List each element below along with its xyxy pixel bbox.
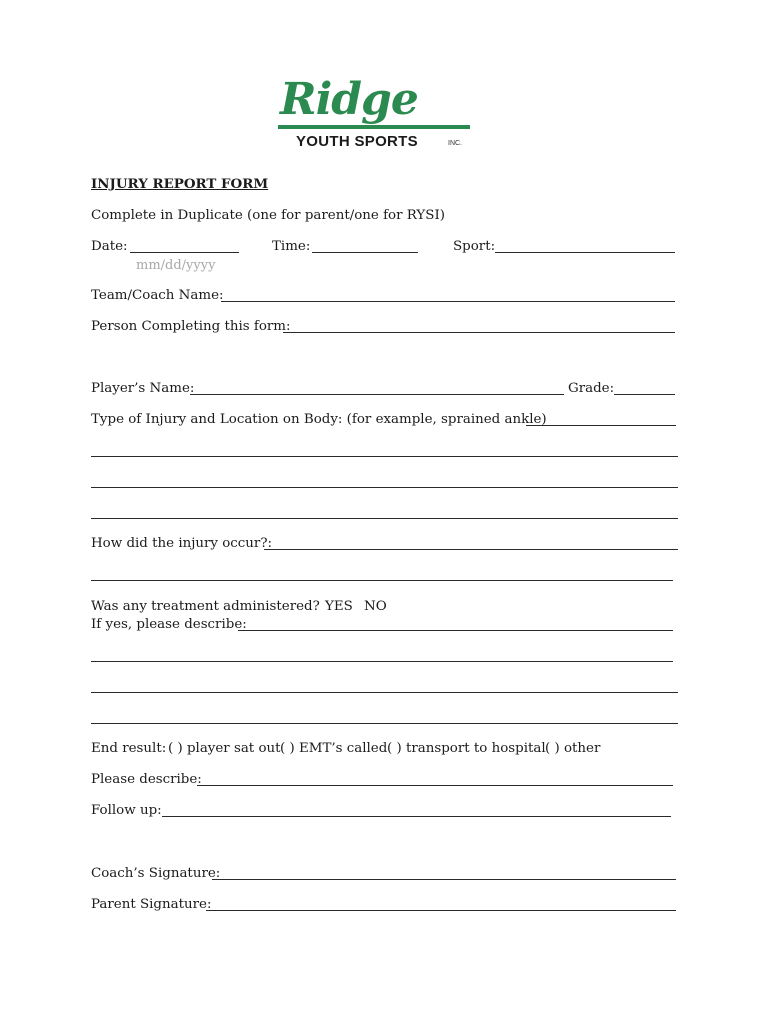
injury-type-label: Type of Injury and Location on Body: (for example, sprained ankle) xyxy=(91,412,547,427)
treatment-no-option[interactable]: NO xyxy=(364,599,387,614)
injury-type-line[interactable] xyxy=(91,456,678,457)
sport-label: Sport: xyxy=(453,239,496,254)
logo-inc: INC. xyxy=(448,140,462,147)
injury-type-line[interactable] xyxy=(91,518,678,519)
logo-subtitle: YOUTH SPORTS xyxy=(296,133,418,150)
date-label: Date: xyxy=(91,239,128,254)
injury-type-line[interactable] xyxy=(91,487,678,488)
person-completing-field[interactable] xyxy=(283,332,675,333)
logo-underline xyxy=(278,125,470,129)
end-result-label: End result: xyxy=(91,741,167,756)
date-field[interactable] xyxy=(130,252,239,253)
injury-occur-line[interactable] xyxy=(91,580,673,581)
treatment-yes-option[interactable]: YES xyxy=(325,599,353,614)
follow-up-label: Follow up: xyxy=(91,803,162,818)
player-name-field[interactable] xyxy=(190,394,564,395)
treatment-describe-line[interactable] xyxy=(91,661,673,662)
end-option-emt[interactable]: ( ) EMT’s called xyxy=(280,741,388,756)
treatment-label: Was any treatment administered? xyxy=(91,599,320,614)
date-format-hint: mm/dd/yyyy xyxy=(136,258,216,273)
sport-field[interactable] xyxy=(495,252,675,253)
time-label: Time: xyxy=(272,239,311,254)
parent-signature-label: Parent Signature: xyxy=(91,897,212,912)
coach-signature-field[interactable] xyxy=(212,879,676,880)
please-describe-field[interactable] xyxy=(197,785,673,786)
follow-up-field[interactable] xyxy=(162,816,671,817)
team-coach-label: Team/Coach Name: xyxy=(91,288,224,303)
time-field[interactable] xyxy=(312,252,418,253)
player-name-label: Player’s Name: xyxy=(91,381,195,396)
treatment-describe-field[interactable] xyxy=(238,630,673,631)
please-describe-label: Please describe: xyxy=(91,772,202,787)
form-instruction: Complete in Duplicate (one for parent/one for RYSI) xyxy=(91,208,445,223)
injury-occur-label: How did the injury occur?: xyxy=(91,536,273,551)
end-option-sat-out[interactable]: ( ) player sat out xyxy=(168,741,281,756)
grade-field[interactable] xyxy=(614,394,675,395)
person-completing-label: Person Completing this form: xyxy=(91,319,291,334)
ridge-youth-sports-logo xyxy=(276,74,472,154)
coach-signature-label: Coach’s Signature: xyxy=(91,866,221,881)
logo-wordmark: Ridge xyxy=(280,74,418,125)
end-option-hospital[interactable]: ( ) transport to hospital xyxy=(387,741,546,756)
injury-type-field[interactable] xyxy=(526,425,676,426)
treatment-describe-line[interactable] xyxy=(91,723,678,724)
team-coach-field[interactable] xyxy=(221,301,675,302)
injury-occur-field[interactable] xyxy=(264,549,678,550)
parent-signature-field[interactable] xyxy=(206,910,676,911)
form-title: INJURY REPORT FORM xyxy=(91,176,269,192)
grade-label: Grade: xyxy=(568,381,615,396)
end-option-other[interactable]: ( ) other xyxy=(545,741,601,756)
treatment-describe-line[interactable] xyxy=(91,692,678,693)
treatment-describe-label: If yes, please describe: xyxy=(91,617,247,632)
